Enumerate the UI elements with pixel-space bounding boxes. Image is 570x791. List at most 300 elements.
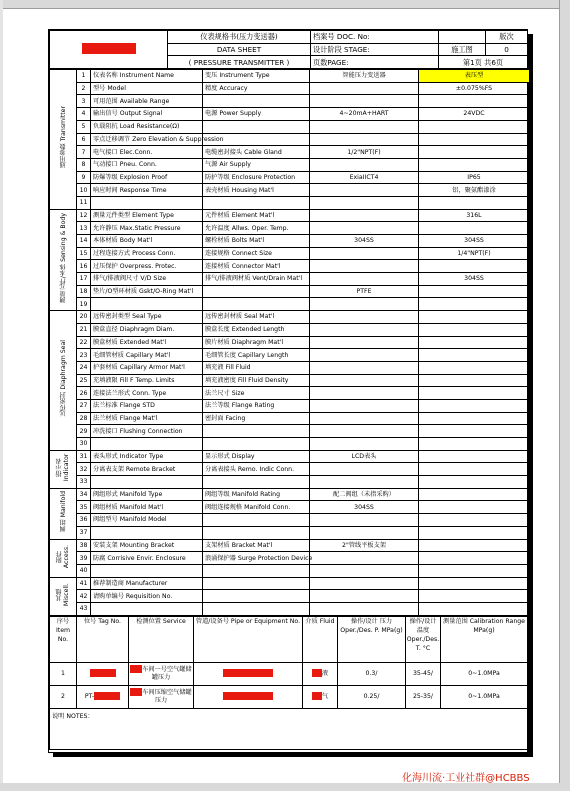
- value-1: [310, 158, 419, 171]
- cell-item: [50, 662, 77, 685]
- spec-row: [50, 209, 530, 222]
- value-1: [310, 209, 419, 222]
- category-label: [50, 539, 77, 577]
- category-label: [50, 450, 77, 488]
- right-label: 填充液 Fill Fluid: [203, 361, 310, 374]
- value-1: [310, 463, 419, 476]
- spec-row: [50, 222, 530, 235]
- row-number: 23: [77, 349, 91, 362]
- right-label: [203, 95, 310, 108]
- value-1: [310, 273, 419, 286]
- redaction-block: [130, 688, 142, 696]
- value-1: ExiaIICT4: [310, 171, 419, 184]
- value-1: 2"管线平板支架: [310, 539, 419, 552]
- right-label: 气源 Air Supply: [203, 158, 310, 171]
- value-2: [419, 552, 530, 565]
- value-2: [419, 196, 530, 209]
- cell-service-text: 车间压缩空气储罐压力: [142, 689, 192, 705]
- col-range: 测量范围 Calibration Range MPa(g): [441, 616, 528, 662]
- row-number: 35: [77, 501, 91, 514]
- value-1: [310, 399, 419, 412]
- category-text: 其他 Miscell.: [56, 582, 70, 606]
- left-label: 法兰标准 Flange STD: [91, 399, 203, 412]
- redaction-block: [90, 669, 116, 677]
- spec-row: [50, 285, 530, 298]
- row-number: 18: [77, 285, 91, 298]
- watermark: 化海川流·工业社群@HCBBS: [402, 773, 530, 784]
- left-label: 负载阻抗 Load Resistance(Ω): [91, 120, 203, 133]
- category-text: 通用参数 Transmitter: [59, 106, 67, 169]
- left-label: [91, 196, 203, 209]
- row-number: 21: [77, 323, 91, 336]
- col-fluid: 介质 Fluid: [303, 616, 338, 662]
- value-1: [310, 425, 419, 438]
- row-number: 37: [77, 526, 91, 539]
- row-number: 29: [77, 425, 91, 438]
- spec-row: [50, 564, 530, 577]
- row-number: 3: [77, 95, 91, 108]
- right-label: 膜盒长度 Extended Length: [203, 323, 310, 336]
- spec-row: [50, 336, 530, 349]
- left-label: 充填液限 Fill F Temp. Limits: [91, 374, 203, 387]
- value-1: [310, 323, 419, 336]
- page-value: 第1页 共6页: [439, 56, 528, 69]
- left-label: 排气/排液阀尺寸 V/D Size: [91, 273, 203, 286]
- right-label: [203, 196, 310, 209]
- spec-row: [50, 311, 530, 324]
- right-label: [203, 298, 310, 311]
- left-label: 远传密封类型 Seal Type: [91, 311, 203, 324]
- value-1: [310, 82, 419, 95]
- spec-row: [50, 158, 530, 171]
- col-service: 检测位置 Service: [129, 616, 194, 662]
- spec-row: [50, 82, 530, 95]
- left-label: 分离表支架 Remote Bracket: [91, 463, 203, 476]
- spec-row: [50, 260, 530, 273]
- cell-pipe: [194, 685, 303, 708]
- row-number: 38: [77, 539, 91, 552]
- category-text: 附件 Access.: [56, 544, 70, 568]
- left-label: 连接法兰形式 Conn. Type: [91, 387, 203, 400]
- spec-row: [50, 476, 530, 489]
- cell-oper-t: [406, 685, 441, 708]
- right-label: 显示形式 Display: [203, 450, 310, 463]
- window-left-edge: [0, 0, 3, 791]
- right-label: [203, 602, 310, 615]
- cell-oper-p: [338, 662, 406, 685]
- value-2: [419, 501, 530, 514]
- row-number: 16: [77, 260, 91, 273]
- redaction-block: [223, 669, 273, 677]
- cell-oper-p: [338, 685, 406, 708]
- spec-row: [50, 95, 530, 108]
- left-label: 型号 Model: [91, 82, 203, 95]
- value-1: 配二阀组（未指采购）: [310, 488, 419, 501]
- spec-row: [50, 247, 530, 260]
- value-1: 4~20mA+HART: [310, 108, 419, 121]
- row-number: 30: [77, 438, 91, 451]
- row-number: 43: [77, 602, 91, 615]
- right-label: 电缆密封接头 Cable Gland: [203, 146, 310, 159]
- redaction-block: [223, 692, 273, 700]
- category-text: 指示表 Indicator: [56, 453, 70, 481]
- stage-value: 施工图: [439, 43, 486, 56]
- spec-row: [50, 488, 530, 501]
- value-2: [419, 146, 530, 159]
- value-1: [310, 602, 419, 615]
- value-1: [310, 476, 419, 489]
- redaction-block: [130, 665, 142, 673]
- value-2: 304SS: [419, 273, 530, 286]
- right-label: 允许温度 Allws. Oper. Temp.: [203, 222, 310, 235]
- value-2: [419, 526, 530, 539]
- redaction-logo: [82, 43, 136, 54]
- row-number: 6: [77, 133, 91, 146]
- col-oper-p: 操作/设计 压力 Oper./Des. P. MPa(g): [338, 616, 406, 662]
- left-label: 过压保护 Overpress. Protec.: [91, 260, 203, 273]
- value-2: [419, 387, 530, 400]
- value-1: [310, 95, 419, 108]
- category-label: [50, 70, 77, 210]
- value-2: [419, 590, 530, 603]
- value-2: [419, 285, 530, 298]
- left-label: 输出信号 Output Signal: [91, 108, 203, 121]
- spec-row: [50, 450, 530, 463]
- row-number: 12: [77, 209, 91, 222]
- value-1: [310, 387, 419, 400]
- left-label: 表头形式 Indicator Type: [91, 450, 203, 463]
- value-2: IP65: [419, 171, 530, 184]
- right-label: 膜片材质 Diaphragm Mat'l: [203, 336, 310, 349]
- spec-row: [50, 108, 530, 121]
- row-number: 4: [77, 108, 91, 121]
- cell-oper-t-text: 25-35/: [412, 692, 434, 700]
- cell-fluid-text: 气: [321, 693, 329, 701]
- value-2: [419, 374, 530, 387]
- value-2: [419, 539, 530, 552]
- value-2: ±0.075%FS: [419, 82, 530, 95]
- right-label: [203, 285, 310, 298]
- redaction-block: [94, 692, 120, 700]
- cell-fluid: [303, 662, 338, 685]
- value-2: 铝，聚氨酯漆涂: [419, 184, 530, 197]
- value-2: [419, 311, 530, 324]
- cell-tag-text: PT-: [84, 693, 95, 701]
- redaction-block: [312, 669, 322, 677]
- cell-service: [129, 662, 194, 685]
- title-cn: 仪表规格书(压力变送器): [168, 31, 311, 44]
- row-number: 41: [77, 577, 91, 590]
- category-label: [50, 311, 77, 451]
- company-logo: [50, 31, 168, 69]
- row-number: 5: [77, 120, 91, 133]
- right-label: 浪涌保护器 Surge Protection Device: [203, 552, 310, 565]
- value-2: [419, 260, 530, 273]
- revision-value: 0: [486, 43, 528, 56]
- value-2: [419, 323, 530, 336]
- row-number: 36: [77, 514, 91, 527]
- value-2: [419, 120, 530, 133]
- row-number: 13: [77, 222, 91, 235]
- left-label: 护套材质 Capillary Armor Mat'l: [91, 361, 203, 374]
- left-label: 仪表名称 Instrument Name: [91, 70, 203, 83]
- right-label: 远传密封材质 Seal Mat'l: [203, 311, 310, 324]
- row-number: 10: [77, 184, 91, 197]
- value-1: [310, 552, 419, 565]
- value-1: [310, 374, 419, 387]
- value-1: [310, 133, 419, 146]
- value-1: [310, 336, 419, 349]
- value-2: [419, 564, 530, 577]
- cell-service-text: 车间一号空气罐储罐压力: [142, 666, 192, 682]
- right-label: 变压 Instrument Type: [203, 70, 310, 83]
- left-label: [91, 526, 203, 539]
- value-2: [419, 412, 530, 425]
- page-shadow-bottom: [53, 753, 533, 757]
- category-text: 阀组 Manifold: [59, 491, 67, 532]
- row-number: 9: [77, 171, 91, 184]
- row-number: 34: [77, 488, 91, 501]
- spec-row: [50, 70, 530, 83]
- right-label: [203, 514, 310, 527]
- spec-row: [50, 514, 530, 527]
- row-number: 15: [77, 247, 91, 260]
- doc-no-label: 档案号 DOC. No:: [311, 31, 439, 44]
- value-2: [419, 336, 530, 349]
- value-2: [419, 399, 530, 412]
- value-1: [310, 590, 419, 603]
- spec-row: [50, 171, 530, 184]
- value-1: [310, 120, 419, 133]
- value-1: 1/2"NPT(F): [310, 146, 419, 159]
- right-label: 支架材质 Bracket Mat'l: [203, 539, 310, 552]
- value-2: [419, 602, 530, 615]
- right-label: 法兰尺寸 Size: [203, 387, 310, 400]
- value-1: [310, 260, 419, 273]
- row-number: 33: [77, 476, 91, 489]
- row-number: 14: [77, 235, 91, 248]
- left-label: 垫片/O型环材质 Gskt/O-Ring Mat'l: [91, 285, 203, 298]
- notes: 说明 NOTES：: [50, 708, 528, 749]
- value-2: [419, 95, 530, 108]
- row-number: 42: [77, 590, 91, 603]
- right-label: 排气/排液阀材质 Vent/Drain Mat'l: [203, 273, 310, 286]
- left-label: 法兰材质 Flange Mat'l: [91, 412, 203, 425]
- right-label: 分离表接头 Remo. Indic Conn.: [203, 463, 310, 476]
- spec-row: [50, 374, 530, 387]
- spec-row: [50, 361, 530, 374]
- left-label: 安装支架 Mounting Bracket: [91, 539, 203, 552]
- right-label: [203, 577, 310, 590]
- right-label: 毛细管长度 Capillary Length: [203, 349, 310, 362]
- page-label: 页数PAGE:: [311, 56, 439, 69]
- value-2: [419, 349, 530, 362]
- spec-row: [50, 399, 530, 412]
- spec-row: [50, 463, 530, 476]
- left-label: 推荐制造商 Manufacturer: [91, 577, 203, 590]
- spec-row: [50, 577, 530, 590]
- left-label: 电气接口 Elec.Conn.: [91, 146, 203, 159]
- spec-row: [50, 387, 530, 400]
- value-2: [419, 361, 530, 374]
- row-number: 22: [77, 336, 91, 349]
- value-2: 304SS: [419, 235, 530, 248]
- spec-row: [50, 526, 530, 539]
- value-1: 304SS: [310, 235, 419, 248]
- value-2: [419, 133, 530, 146]
- row-number: 2: [77, 82, 91, 95]
- value-1: LCD表头: [310, 450, 419, 463]
- left-label: 气动接口 Pneu. Conn.: [91, 158, 203, 171]
- row-number: 40: [77, 564, 91, 577]
- row-number: 24: [77, 361, 91, 374]
- left-label: 阀组型号 Manifold Model: [91, 514, 203, 527]
- right-label: 填充液密度 Fill Fluid Density: [203, 374, 310, 387]
- left-label: 阀组形式 Manifold Type: [91, 488, 203, 501]
- stage-label: 设计阶段 STAGE:: [311, 43, 439, 56]
- cell-fluid-text: 液: [321, 670, 329, 678]
- value-2: [419, 158, 530, 171]
- data-sheet: [48, 29, 528, 753]
- value-1: PTFE: [310, 285, 419, 298]
- right-label: 电源 Power Supply: [203, 108, 310, 121]
- value-2: [419, 450, 530, 463]
- cell-range: [441, 685, 528, 708]
- value-1: [310, 438, 419, 451]
- cell-oper-p-text: 0.3/: [365, 669, 378, 677]
- spec-row: [50, 323, 530, 336]
- right-label: [203, 425, 310, 438]
- instrument-row: [50, 662, 528, 685]
- spec-row: [50, 539, 530, 552]
- left-label: [91, 476, 203, 489]
- row-number: 1: [77, 70, 91, 83]
- row-number: 32: [77, 463, 91, 476]
- spec-row: [50, 235, 530, 248]
- left-label: 测量元件类型 Element Type: [91, 209, 203, 222]
- row-number: 7: [77, 146, 91, 159]
- row-number: 11: [77, 196, 91, 209]
- right-label: 精度 Accuracy: [203, 82, 310, 95]
- right-label: [203, 526, 310, 539]
- left-label: 防爆等级 Explosion Proof: [91, 171, 203, 184]
- left-label: 膜盒材质 Extended Mat'l: [91, 336, 203, 349]
- cell-oper-p-text: 0.25/: [363, 692, 380, 700]
- value-2: [419, 514, 530, 527]
- cell-tag: [77, 685, 129, 708]
- left-label: 可用范围 Available Range: [91, 95, 203, 108]
- revision-label: 版次: [486, 31, 528, 44]
- row-number: 31: [77, 450, 91, 463]
- cell-pipe: [194, 662, 303, 685]
- value-2: [419, 463, 530, 476]
- spec-row: [50, 412, 530, 425]
- value-2: [419, 476, 530, 489]
- spec-row: [50, 425, 530, 438]
- left-label: 响应时间 Response Time: [91, 184, 203, 197]
- value-2: [419, 488, 530, 501]
- window-scrollbar[interactable]: [559, 0, 570, 791]
- value-2: [419, 425, 530, 438]
- right-label: [203, 564, 310, 577]
- right-label: [203, 120, 310, 133]
- row-number: 19: [77, 298, 91, 311]
- title-en1: DATA SHEET: [168, 43, 311, 56]
- value-1: [310, 349, 419, 362]
- col-item: 序号 Item No.: [50, 616, 77, 662]
- cell-oper-t: [406, 662, 441, 685]
- spec-row: [50, 552, 530, 565]
- spec-row: [50, 273, 530, 286]
- spec-row: [50, 602, 530, 615]
- cell-service: [129, 685, 194, 708]
- category-label: [50, 488, 77, 539]
- col-pipe: 管道/设备号 Pipe or Equipment No.: [194, 616, 303, 662]
- spec-table: [49, 69, 530, 616]
- col-tag: 位号 Tag No.: [77, 616, 129, 662]
- row-number: 28: [77, 412, 91, 425]
- value-1: [310, 184, 419, 197]
- value-2: [419, 577, 530, 590]
- cell-fluid: [303, 685, 338, 708]
- spec-row: [50, 196, 530, 209]
- right-label: 连接规格 Connect Size: [203, 247, 310, 260]
- left-label: 请购单编号 Requisition No.: [91, 590, 203, 603]
- spec-row: [50, 184, 530, 197]
- col-oper-t: 操作/设计 温度 Oper./Des. T. °C: [406, 616, 441, 662]
- value-1: [310, 577, 419, 590]
- spec-row: [50, 298, 530, 311]
- right-label: [203, 438, 310, 451]
- left-label: 过程连接方式 Process Conn.: [91, 247, 203, 260]
- value-2: 24VDC: [419, 108, 530, 121]
- cell-item: [50, 685, 77, 708]
- row-number: 39: [77, 552, 91, 565]
- category-label: [50, 577, 77, 615]
- value-1: [310, 196, 419, 209]
- left-label: 阀组材质 Manifold Mat'l: [91, 501, 203, 514]
- right-label: 连接材质 Connector Mat'l: [203, 260, 310, 273]
- cell-range-text: 0~1.0MPa: [468, 669, 500, 677]
- instrument-list: [49, 616, 528, 750]
- spec-row: [50, 438, 530, 451]
- left-label: [91, 564, 203, 577]
- value-1: 304SS: [310, 501, 419, 514]
- value-2: 316L: [419, 209, 530, 222]
- right-label: 阀组等级 Manifold Rating: [203, 488, 310, 501]
- cell-range-text: 0~1.0MPa: [468, 692, 500, 700]
- spec-row: [50, 146, 530, 159]
- redaction-block: [312, 692, 322, 700]
- value-2: 表压型: [419, 70, 530, 83]
- instrument-row: [50, 685, 528, 708]
- value-1: [310, 298, 419, 311]
- title-en2: ( PRESSURE TRANSMITTER ): [168, 56, 311, 69]
- header-table: [49, 30, 528, 69]
- cell-item-text: 1: [61, 669, 65, 677]
- value-1: [310, 564, 419, 577]
- category-label: [50, 209, 77, 311]
- row-number: 26: [77, 387, 91, 400]
- right-label: 元件材质 Element Mat'l: [203, 209, 310, 222]
- row-number: 17: [77, 273, 91, 286]
- window-bottom-bar: [0, 783, 570, 791]
- row-number: 20: [77, 311, 91, 324]
- value-1: [310, 361, 419, 374]
- spec-row: [50, 590, 530, 603]
- right-label: 防护等级 Enclosure Protection: [203, 171, 310, 184]
- row-number: 27: [77, 399, 91, 412]
